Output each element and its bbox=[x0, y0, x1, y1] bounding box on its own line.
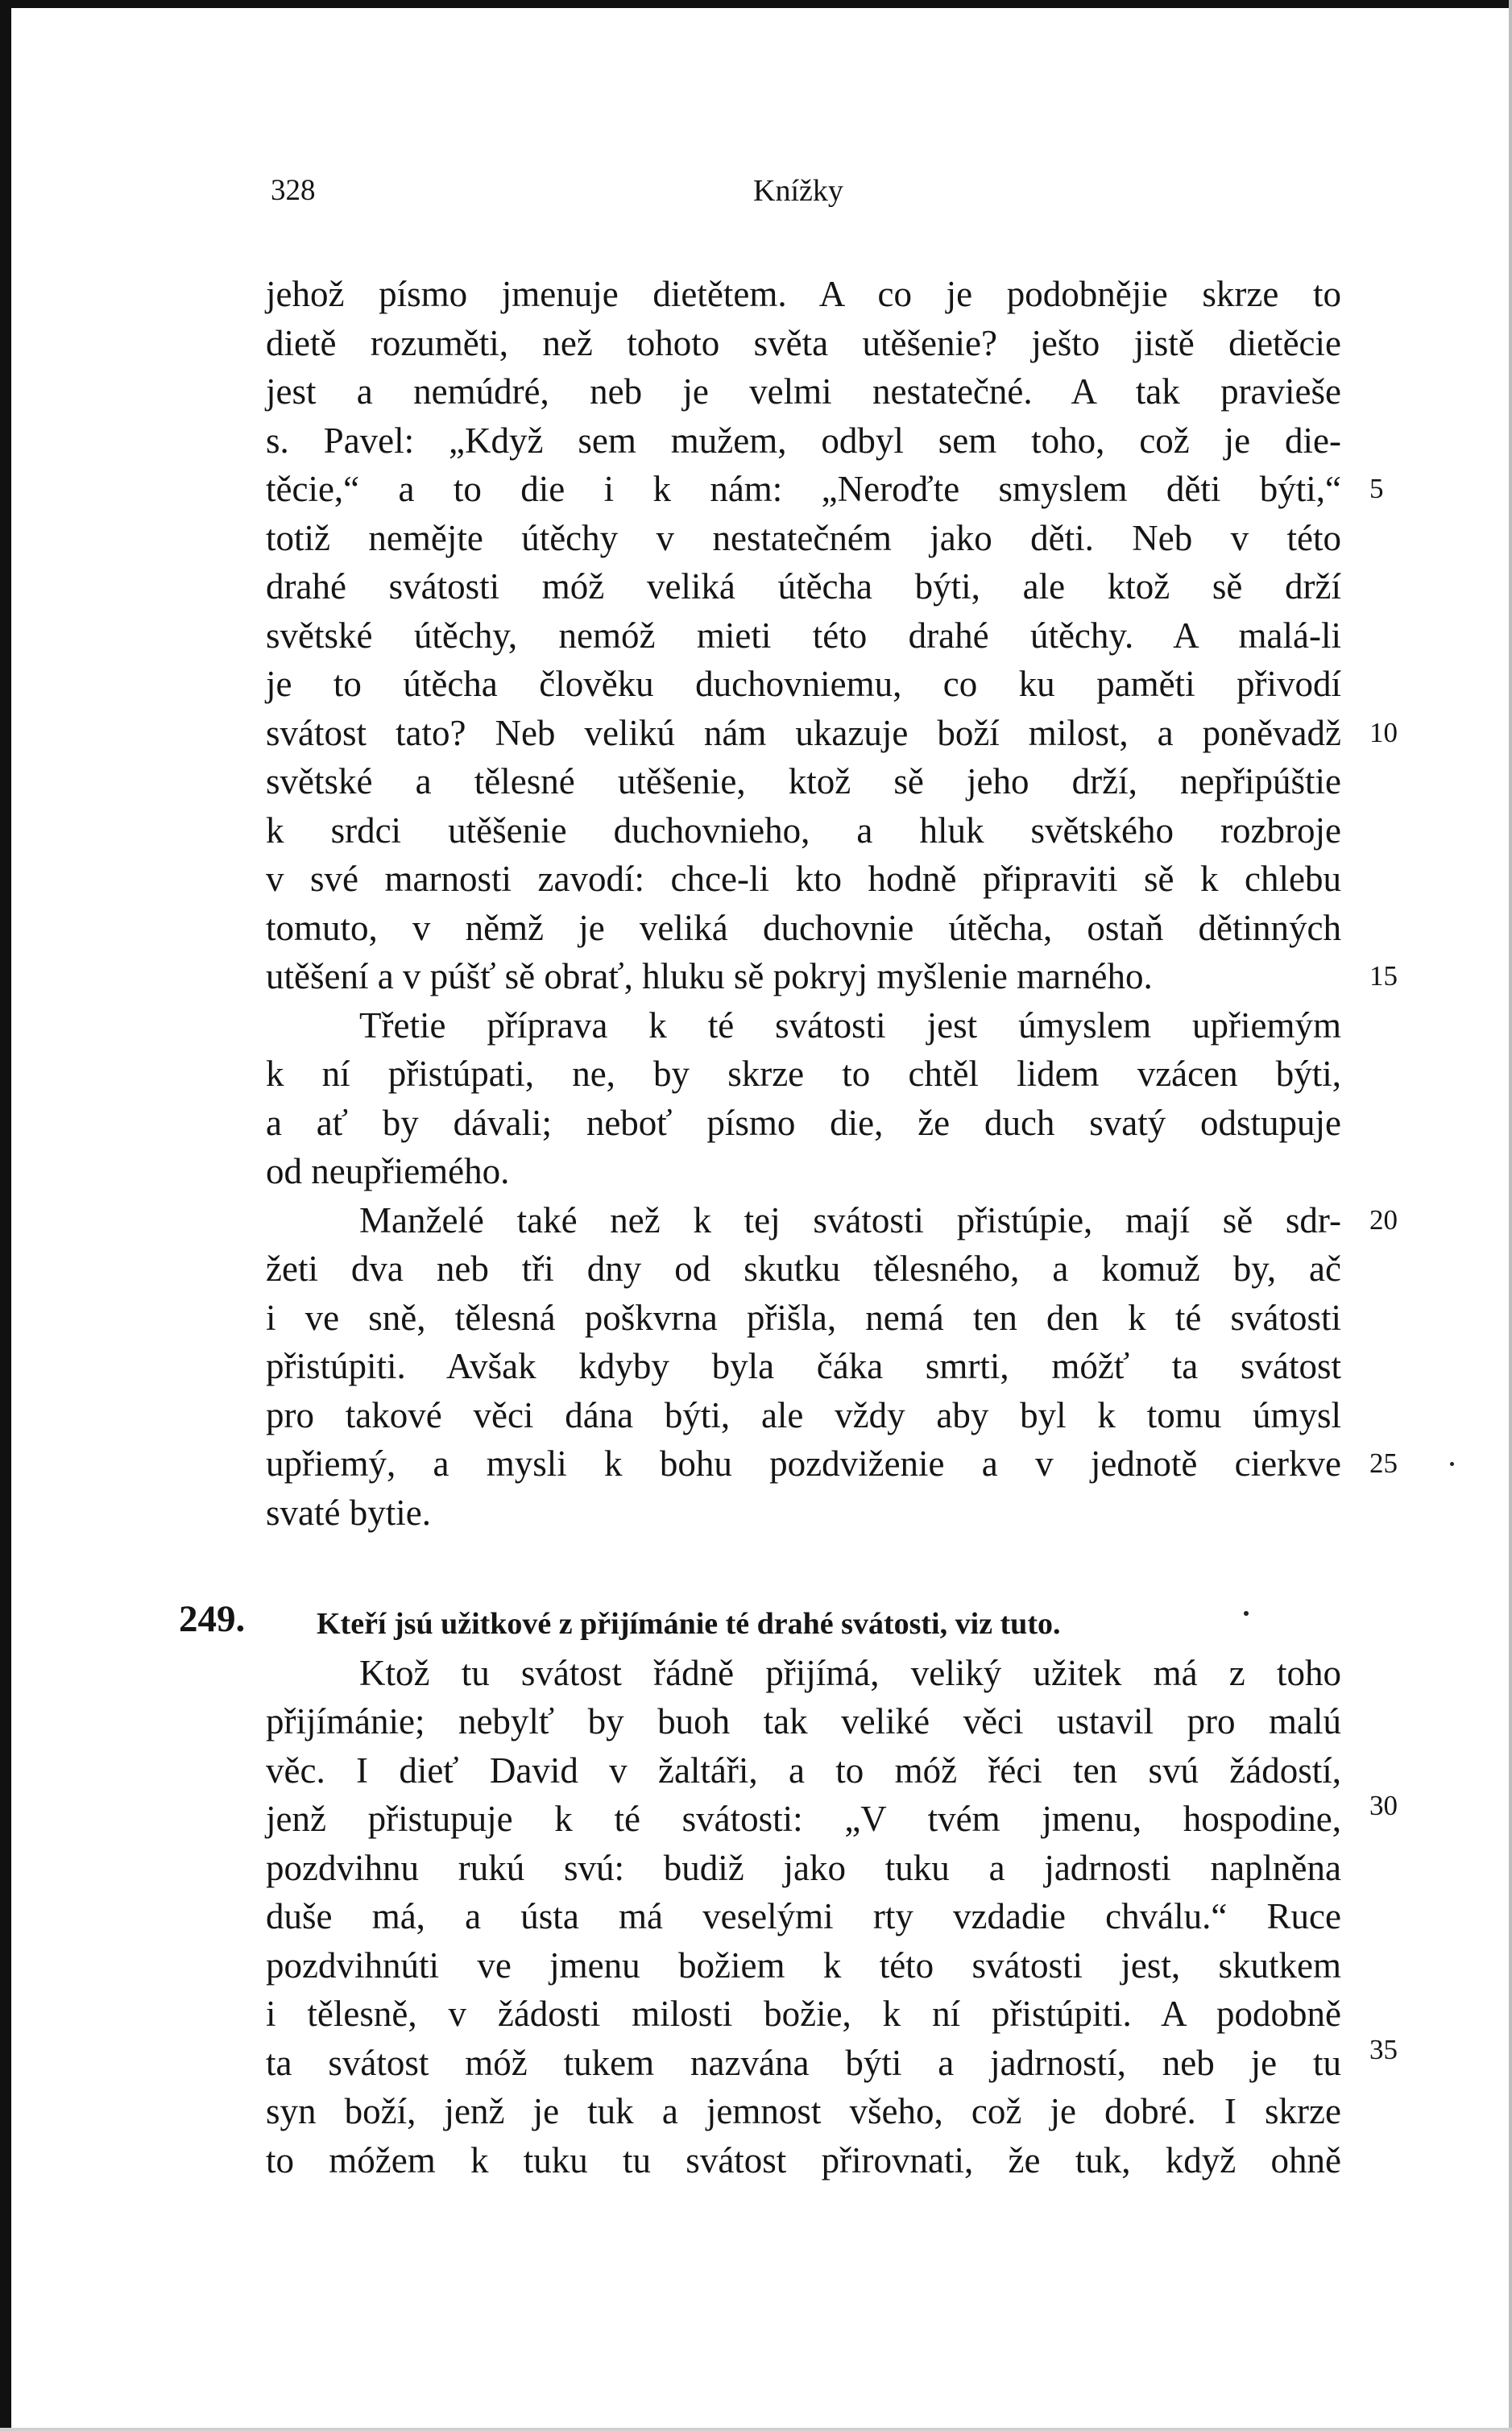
text-line: totiž nemějte útěchy v nestatečném jako děti. Neb v této bbox=[266, 517, 1341, 558]
text-line: pozdvihnúti ve jmenu božiem k této svátosti jest, skutkem bbox=[266, 1944, 1341, 1986]
text-line: pro takové věci dána býti, ale vždy aby byl k tomu úmysl bbox=[266, 1394, 1341, 1435]
text-line: i tělesně, v žádosti milosti božie, k ní přistúpiti. A podobně bbox=[266, 1994, 1341, 2034]
text-line: ta svátost móž tukem nazvána býti a jadrností, neb je tu bbox=[266, 2042, 1341, 2083]
text-line: utěšení a v púšť sě obrať, hluku sě pokryj myšlenie marného. bbox=[266, 956, 1153, 996]
text-line: jenž přistupuje k té svátosti: „V tvém jmenu, hospodine, bbox=[266, 1799, 1341, 1839]
section-number: 249. bbox=[179, 1597, 246, 1640]
line-number: 15 bbox=[1369, 960, 1398, 992]
text-line: Manželé také než k tej svátosti přistúpie, mají sě sdr- bbox=[359, 1199, 1341, 1240]
spacer bbox=[266, 1537, 1341, 1586]
text-line: k ní přistúpati, ne, by skrze to chtěl lidem vzácen býti, bbox=[266, 1054, 1341, 1094]
text-line: pozdvihnu rukú svú: budiž jako tuku a jadrnosti naplněna bbox=[266, 1847, 1341, 1888]
text-line: přistúpiti. Avšak kdyby byla čáka smrti, móžť ta svátost bbox=[266, 1346, 1341, 1386]
scan-border-left bbox=[0, 0, 11, 2431]
text-line: jehož písmo jmenuje dietětem. A co je podobnějie skrze to bbox=[266, 274, 1341, 314]
text-line: svaté bytie. bbox=[266, 1492, 431, 1533]
scan-border-right bbox=[1509, 0, 1512, 2431]
text-line: přijímánie; nebylť by buoh tak veliké věci ustavil pro malú bbox=[266, 1701, 1341, 1741]
line-number: 30 bbox=[1369, 1790, 1398, 1821]
scan-speck bbox=[1450, 1462, 1454, 1466]
text-line: světské a tělesné utěšenie, ktož sě jeho drží, nepřipúštie bbox=[266, 761, 1341, 801]
text-line: Třetie přípravа k té svátosti jest úmyslem upřiemým bbox=[359, 1004, 1341, 1046]
text-line: syn boží, jenž je tuk a jemnost všeho, což je dobré. I skrze bbox=[266, 2091, 1341, 2131]
text-line: a ať by dávali; neboť písmo die, že duch svatý odstupuje bbox=[266, 1102, 1341, 1143]
text-line: v své marnosti zavodí: chce-li kto hodně připraviti sě k chlebu bbox=[266, 859, 1341, 899]
text-line: je to útěcha člověku duchovniemu, co ku paměti přivodí bbox=[266, 664, 1341, 704]
line-number: 20 bbox=[1369, 1204, 1398, 1236]
scan-border-top bbox=[0, 0, 1512, 8]
main-text bbox=[179, 270, 1341, 2185]
line-number: 25 bbox=[1369, 1447, 1398, 1479]
text-line: věc. I dieť David v žaltáři, a to móž řéci ten svú žádostí, bbox=[266, 1750, 1341, 1791]
section-title: Kteří jsú užitkové z přijímánie té drahé svátosti, viz tuto. bbox=[317, 1606, 1061, 1641]
text-line: i ve sně, tělesná poškvrna přišla, nemá ten den k té svátosti bbox=[266, 1297, 1341, 1338]
text-line: drahé svátosti móž veliká útěcha býti, ale ktož sě drží bbox=[266, 566, 1341, 607]
running-head: Knížky bbox=[753, 174, 843, 208]
line-number: 35 bbox=[1369, 2034, 1398, 2065]
text-line: dietě rozuměti, než tohoto světa utěšenie? ješto jistě dietěcie bbox=[266, 322, 1341, 363]
text-line: těcie,“ a to die i k nám: „Neroďte smyslem děti býti,“ bbox=[266, 469, 1341, 509]
scan-border-bottom bbox=[0, 2428, 1512, 2431]
text-line: žeti dva neb tři dny od skutku tělesného, a komuž by, ač bbox=[266, 1249, 1341, 1289]
text-line: duše má, a ústa má veselými rty vzdadie chválu.“ Ruce bbox=[266, 1896, 1341, 1936]
line-number: 10 bbox=[1369, 717, 1398, 748]
text-line: k srdci utěšenie duchovnieho, a hluk světského rozbroje bbox=[266, 810, 1341, 851]
page-number: 328 bbox=[271, 174, 316, 207]
text-line: jest a nemúdré, neb je velmi nestatečné. A tak pravieše bbox=[266, 371, 1341, 412]
section-heading bbox=[179, 1586, 1341, 1649]
text-line: od neupřiemého. bbox=[266, 1151, 510, 1191]
page-header bbox=[0, 173, 1512, 218]
text-line: s. Pavel: „Když sem mužem, odbyl sem toho, což je die- bbox=[266, 420, 1341, 461]
line-number: 5 bbox=[1369, 473, 1384, 504]
text-line: světské útěchy, nemóž mieti této drahé útěchy. A malá-li bbox=[266, 615, 1341, 656]
text-line: svátost tato? Neb velikú nám ukazuje boží milost, a poněvadž bbox=[266, 712, 1341, 753]
text-line: to móžem k tuku tu svátost přirovnati, že tuk, když ohně bbox=[266, 2139, 1341, 2180]
text-line: upřiemý, a mysli k bohu pozdviženie a v jednotě cierkve bbox=[266, 1443, 1341, 1484]
text-line: Ktož tu svátost řádně přijímá, veliký užitek má z toho bbox=[359, 1652, 1341, 1693]
text-line: tomuto, v němž je veliká duchovnie útěcha, ostaň dětinných bbox=[266, 907, 1341, 948]
